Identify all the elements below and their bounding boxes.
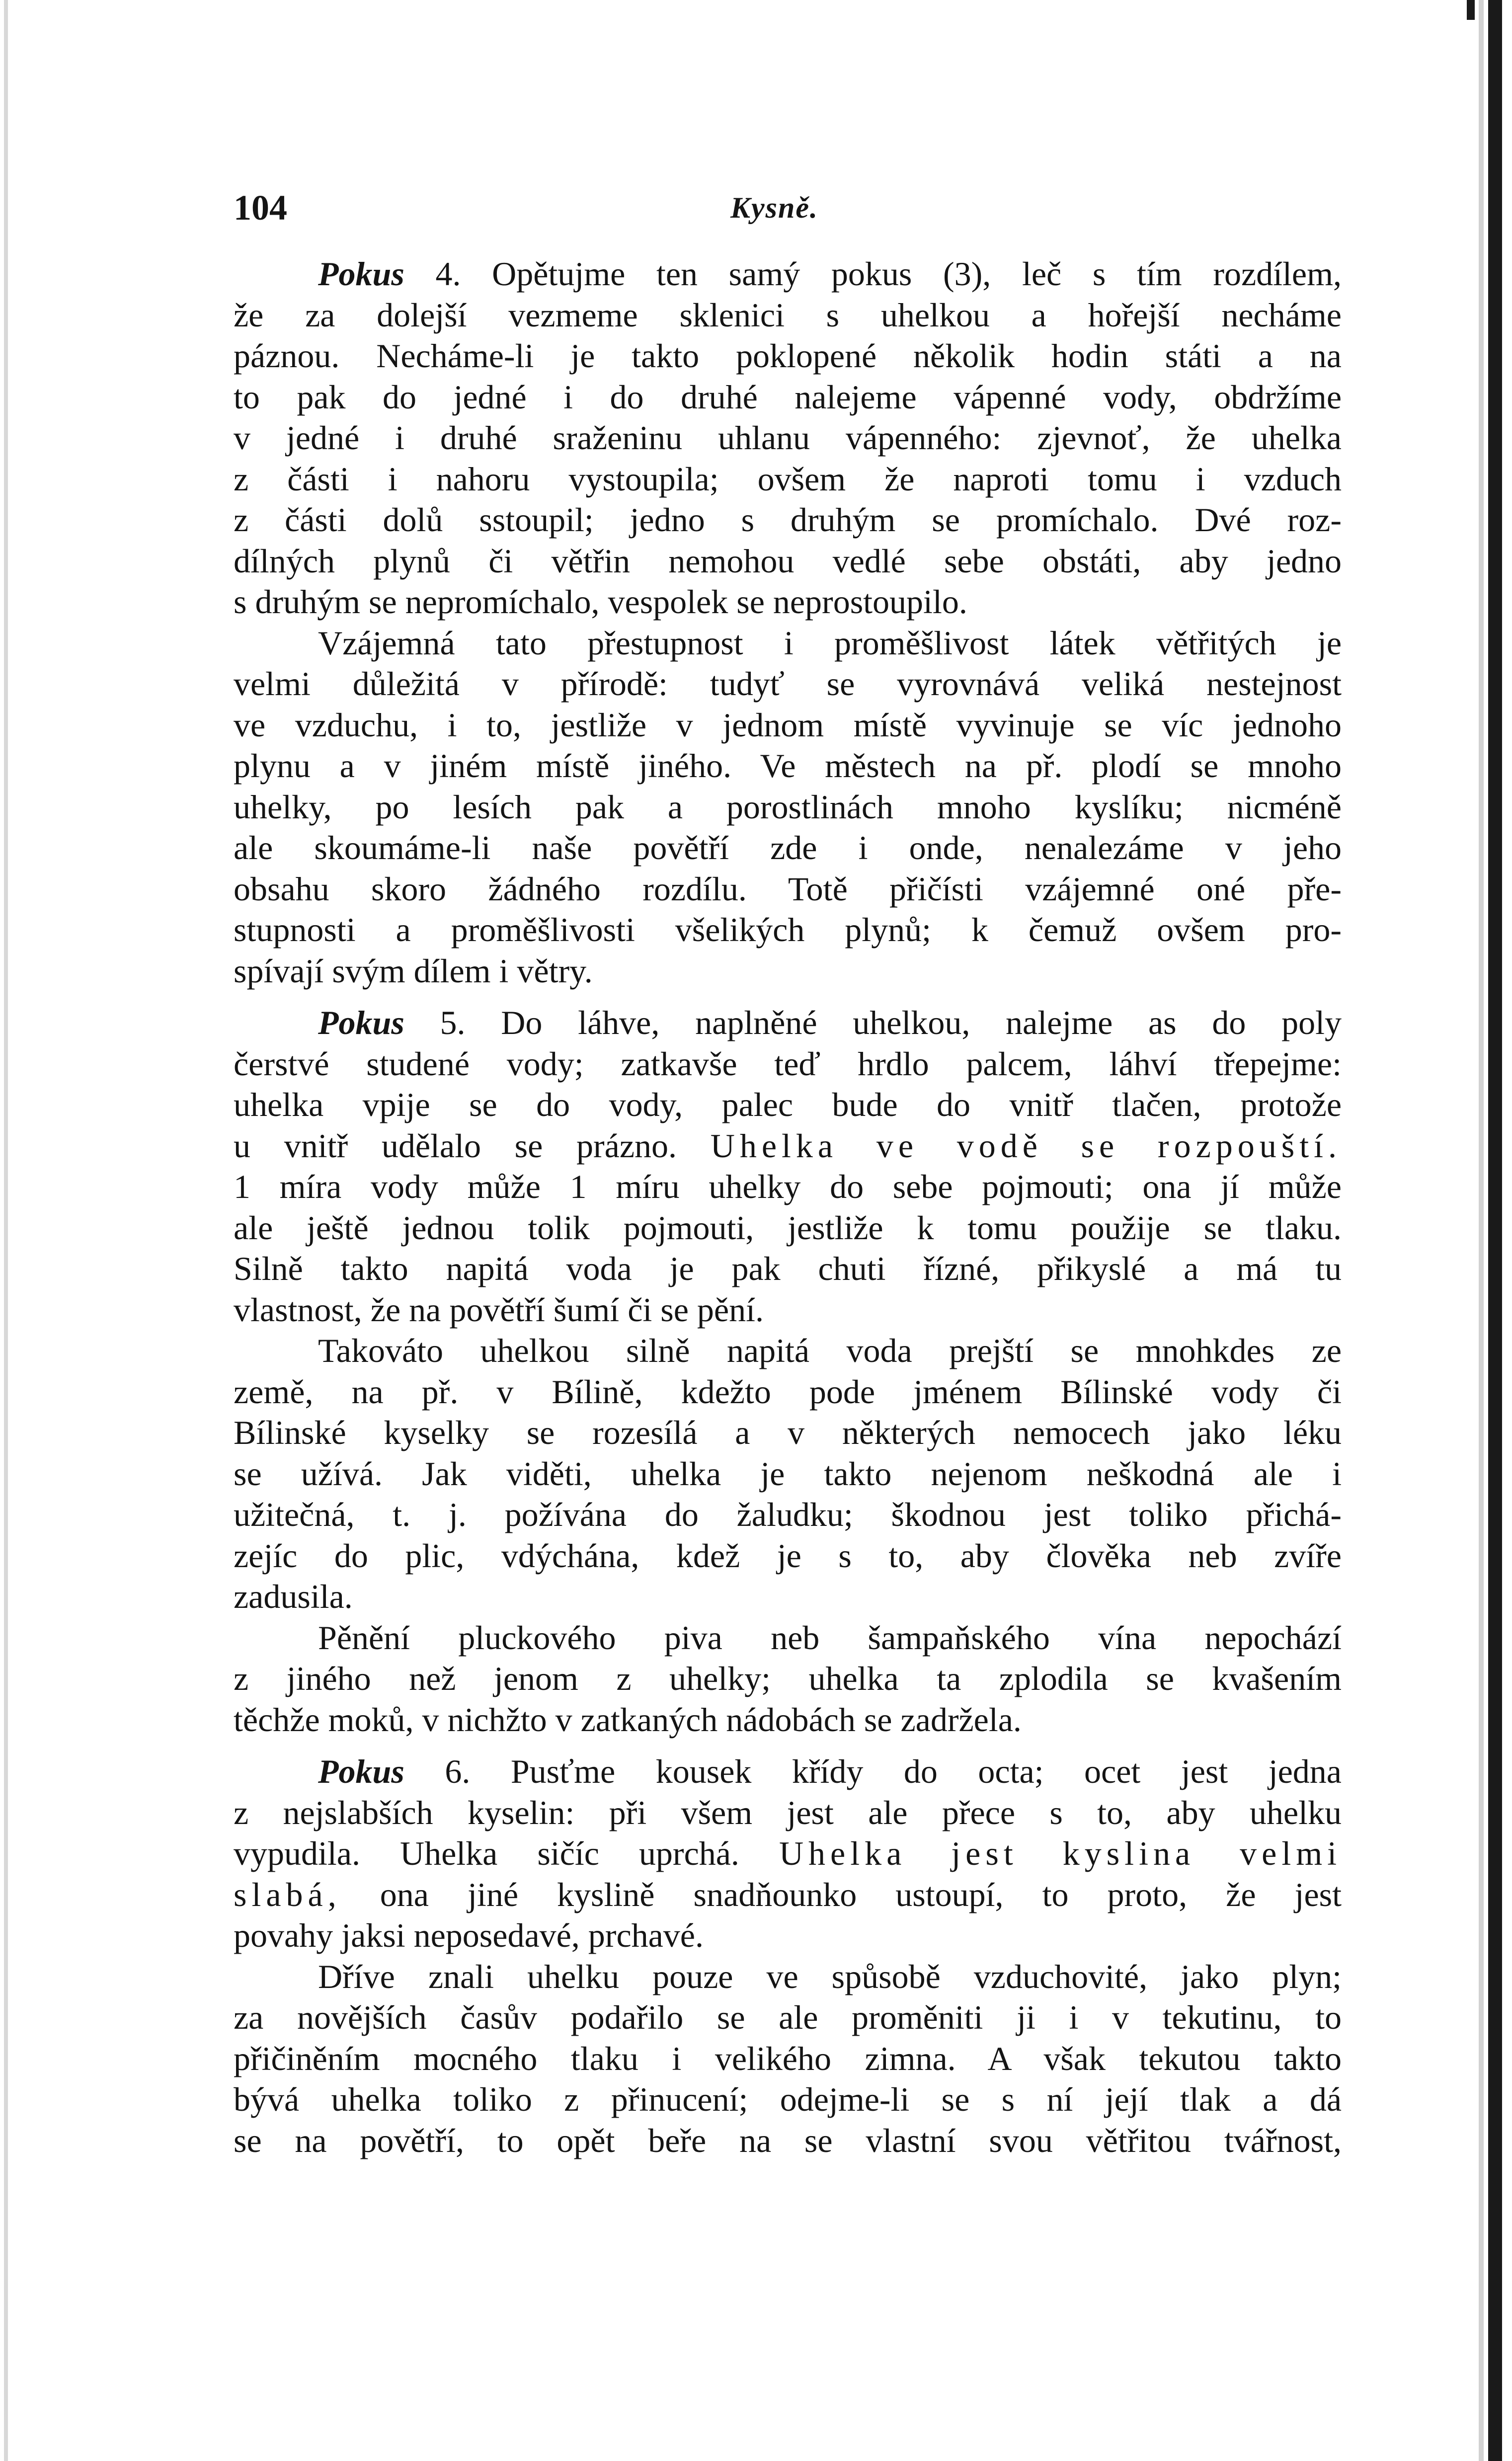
text-line: ale skoumáme-li naše povětří zde i onde, nenalezáme v jeho xyxy=(234,829,1342,867)
paragraph xyxy=(234,623,1342,992)
text-line: 1 míra vody může 1 míru uhelky do sebe pojmouti; ona jí může xyxy=(234,1168,1342,1205)
page-header xyxy=(234,183,1352,233)
body-text xyxy=(234,253,1342,2161)
page-left-edge xyxy=(4,0,8,2461)
text-line: čerstvé studené vody; zatkavše teď hrdlo palcem, láhví třepejme: xyxy=(234,1044,1342,1083)
emphasized-text: Uhelka ve vodě se rozpouští. xyxy=(710,1126,1342,1165)
text-line: Silně takto napitá voda je pak chuti řízné, přikyslé a má tu xyxy=(234,1250,1342,1287)
experiment-label: Pokus xyxy=(318,1752,404,1790)
text-line: Pokus 5. Do láhve, naplněné uhelkou, nalejme as do poly xyxy=(318,1004,1342,1041)
text-line: dílných plynů či větřin nemohou vedlé sebe obstáti, aby jedno xyxy=(234,542,1342,580)
text-line: se užívá. Jak viděti, uhelka je takto nejenom neškodná ale i xyxy=(234,1454,1342,1493)
text-line: ve vzduchu, i to, jestliže v jednom místě vyvinuje se víc jednoho xyxy=(234,706,1342,744)
text-line: obsahu skoro žádného rozdílu. Totě přičísti vzájemné oné pře- xyxy=(234,870,1342,908)
text-line: přičiněním mocného tlaku i velikého zimna. A však tekutou takto xyxy=(234,2039,1342,2077)
text-line: vypudila. Uhelka sičíc uprchá. Uhelka jest kyslina velmi xyxy=(234,1834,1342,1872)
text-line: z části i nahoru vystoupila; ovšem že naproti tomu i vzduch xyxy=(234,460,1342,498)
text-line: z nejslabších kyselin: při všem jest ale přece s to, aby uhelku xyxy=(234,1793,1342,1831)
paragraph-pokus-4 xyxy=(234,253,1342,623)
text-line: Bílinské kyselky se rozesílá a v některých nemocech jako léku xyxy=(234,1414,1342,1451)
paragraph-pokus-5 xyxy=(234,1002,1342,1330)
paragraph xyxy=(234,1330,1342,1617)
page-right-shadow xyxy=(1479,0,1484,2461)
emphasized-text: Uhelka jest kyslina velmi xyxy=(779,1834,1342,1872)
text-line: slabá, ona jiné kyslině snadňounko ustoupí, to proto, že jest xyxy=(234,1875,1342,1913)
text-line: to pak do jedné i do druhé nalejeme vápenné vody, obdržíme xyxy=(234,378,1342,416)
emphasized-text: slabá, xyxy=(234,1875,341,1913)
paragraph-gap xyxy=(234,991,1342,1002)
text-line: spívají svým dílem i větry. xyxy=(234,952,593,990)
experiment-label: Pokus xyxy=(318,1004,404,1041)
text-line: že za dolejší vezmeme sklenici s uhelkou a hořejší necháme xyxy=(234,296,1342,334)
page-right-edge xyxy=(1488,0,1502,2461)
text-line: bývá uhelka toliko z přinucení; odejme-li se s ní její tlak a dá xyxy=(234,2080,1342,2118)
text-line: se na povětří, to opět beře na se vlastní svou větřitou tvářnost, xyxy=(234,2121,1342,2159)
text-line: užitečná, t. j. požívána do žaludku; škodnou jest toliko přichá- xyxy=(234,1496,1342,1533)
text-line: vlastnost, že na povětří šumí či se pění. xyxy=(234,1290,764,1329)
text-line: stupnosti a proměšlivosti všelikých plynů; k čemuž ovšem pro- xyxy=(234,911,1342,949)
text-line: u vnitř udělalo se prázno. Uhelka ve vodě se rozpouští. xyxy=(234,1126,1342,1165)
paragraph-pokus-6 xyxy=(234,1751,1342,1956)
text-line: Pokus 4. Opětujme ten samý pokus (3), leč s tím rozdílem, xyxy=(318,255,1342,293)
paragraph xyxy=(234,1617,1342,1741)
text-line: zadusila. xyxy=(234,1578,353,1615)
text-line: z jiného než jenom z uhelky; uhelka ta zplodila se kvašením xyxy=(234,1660,1342,1697)
text-line: velmi důležitá v přírodě: tudyť se vyrovnává veliká nestejnost xyxy=(234,665,1342,703)
scan-mark xyxy=(1467,0,1475,20)
paragraph-gap xyxy=(234,1740,1342,1751)
text-line: uhelka vpije se do vody, palec bude do vnitř tlačen, protože xyxy=(234,1086,1342,1123)
page-number: 104 xyxy=(234,188,287,228)
text-line: zejíc do plic, vdýchána, kdež je s to, aby člověka neb zvíře xyxy=(234,1536,1342,1575)
text-line: Dříve znali uhelku pouze ve spůsobě vzduchovité, jako plyn; xyxy=(318,1957,1342,1995)
experiment-label: Pokus xyxy=(318,255,404,293)
text-line: ale ještě jednou tolik pojmouti, jestliže k tomu použije se tlaku. xyxy=(234,1208,1342,1247)
text-line: plynu a v jiném místě jiného. Ve městech na př. plodí se mnoho xyxy=(234,747,1342,785)
text-line: páznou. Necháme-li je takto poklopené několik hodin státi a na xyxy=(234,337,1342,375)
text-line: v jedné i druhé sraženinu uhlanu vápenného: zjevnoť, že uhelka xyxy=(234,419,1342,457)
running-title: Kysně. xyxy=(730,191,818,224)
text-line: za novějších časův podařilo se ale proměniti ji i v tekutinu, to xyxy=(234,1998,1342,2036)
text-line: s druhým se nepromíchalo, vespolek se neprostoupilo. xyxy=(234,583,967,621)
text-line: Pěnění pluckového piva neb šampaňského vína nepochází xyxy=(318,1618,1342,1657)
text-line: uhelky, po lesích pak a porostlinách mnoho kyslíku; nicméně xyxy=(234,788,1342,826)
text-line: z části dolů sstoupil; jedno s druhým se promíchalo. Dvé roz- xyxy=(234,501,1342,539)
text-line: Takováto uhelkou silně napitá voda prejští se mnohkdes ze xyxy=(318,1332,1342,1369)
text-line: Pokus 6. Pusťme kousek křídy do octa; ocet jest jedna xyxy=(318,1752,1342,1790)
text-line: těchže moků, v nichžto v zatkaných nádobách se zadržela. xyxy=(234,1700,1022,1739)
paragraph xyxy=(234,1956,1342,2161)
text-line: povahy jaksi neposedavé, prchavé. xyxy=(234,1916,704,1954)
text-line: země, na př. v Bílině, kdežto pode jménem Bílinské vody či xyxy=(234,1372,1342,1411)
text-line: Vzájemná tato přestupnost i proměšlivost látek větřitých je xyxy=(318,624,1342,662)
